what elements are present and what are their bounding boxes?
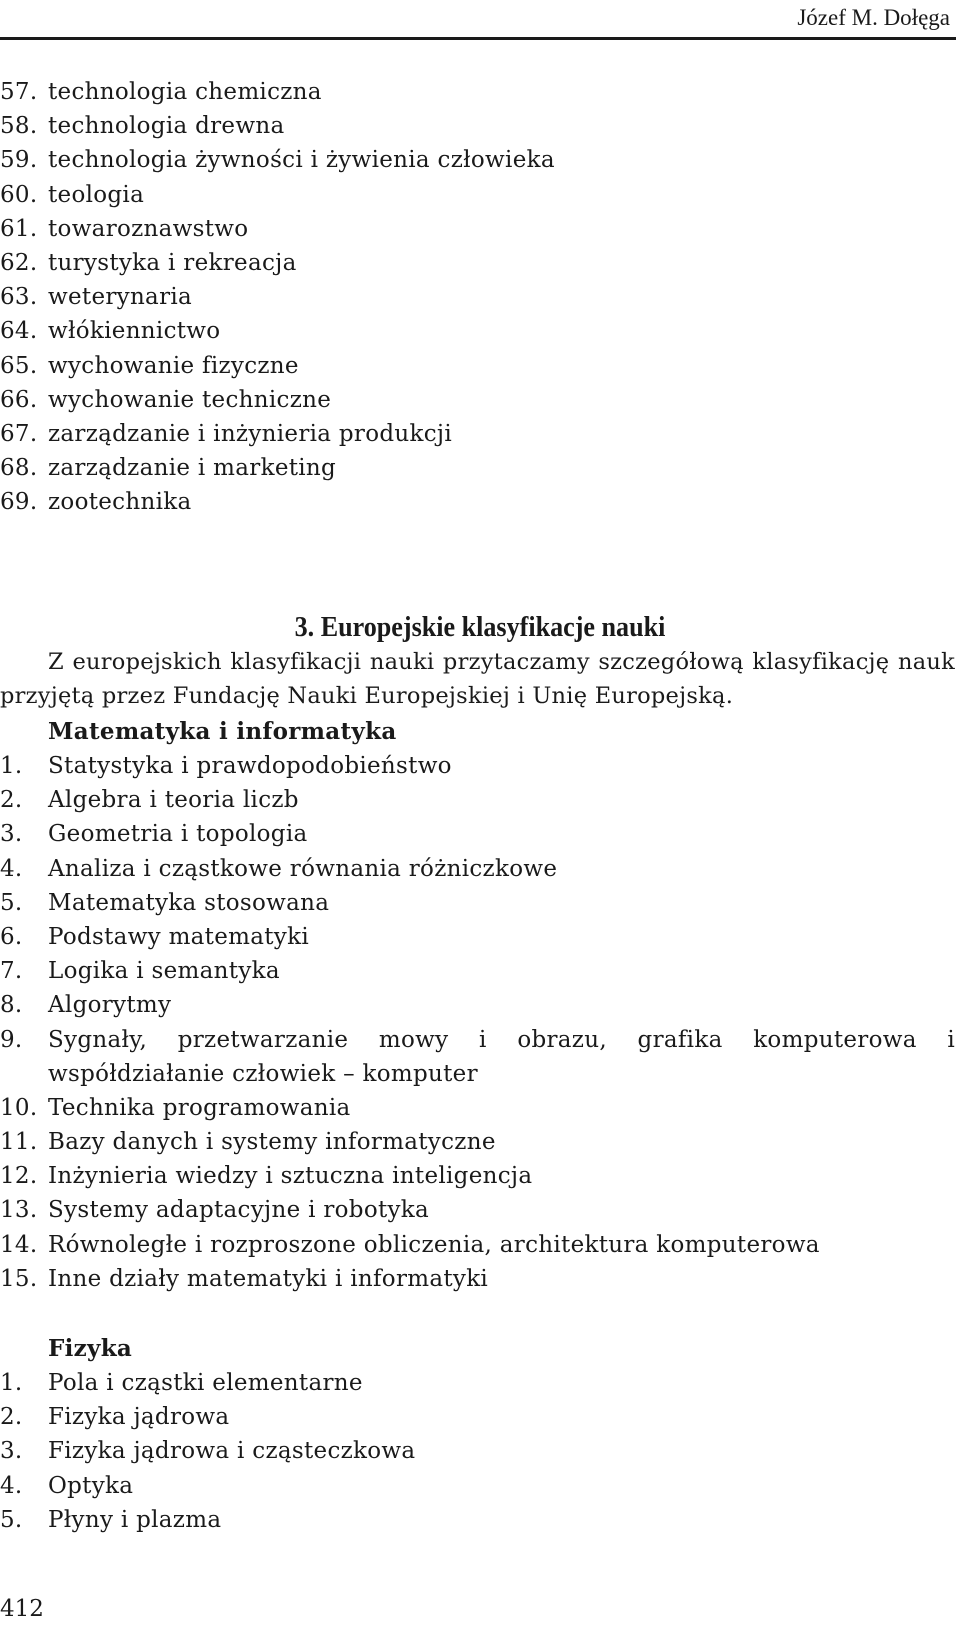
list-item	[0, 485, 555, 519]
list-item	[0, 1503, 415, 1537]
list-item	[0, 1366, 415, 1400]
list-item	[0, 852, 955, 886]
item-number: 4.	[0, 1472, 23, 1499]
item-number: 9.	[0, 1026, 23, 1053]
item-number: 69.	[0, 489, 38, 516]
item-number: 10.	[0, 1094, 38, 1121]
item-text: Matematyka stosowana	[48, 889, 330, 916]
item-text: Równoległe i rozproszone obliczenia, architektura komputerowa	[48, 1231, 820, 1258]
item-number: 1.	[0, 753, 23, 779]
item-number: 1.	[0, 1370, 23, 1396]
item-number: 66.	[0, 386, 38, 413]
item-number: 65.	[0, 352, 38, 379]
item-number: 64.	[0, 318, 38, 345]
item-number: 68.	[0, 455, 38, 482]
item-number: 57.	[0, 79, 38, 105]
list-item	[0, 417, 555, 451]
list-item	[0, 451, 555, 485]
item-text: Algorytmy	[48, 992, 172, 1019]
list-item	[0, 246, 555, 280]
list-item	[0, 1434, 415, 1468]
item-text: technologia drewna	[48, 113, 285, 140]
item-text: wychowanie fizyczne	[48, 352, 299, 379]
list-item	[0, 178, 555, 212]
item-text: Systemy adaptacyjne i robotyka	[48, 1197, 430, 1224]
item-text: teologia	[48, 181, 145, 208]
header-rule	[0, 37, 956, 40]
item-text: Fizyka jądrowa i cząsteczkowa	[48, 1438, 416, 1465]
item-number: 60.	[0, 181, 38, 208]
item-text: Podstawy matematyki	[48, 923, 309, 950]
item-text: wychowanie techniczne	[48, 386, 332, 413]
item-text: Bazy danych i systemy informatyczne	[48, 1129, 496, 1156]
list-item	[0, 1469, 415, 1503]
item-text: towaroznawstwo	[48, 215, 249, 242]
subsection-heading-physics: Fizyka	[48, 1335, 133, 1362]
item-text: Algebra i teoria liczb	[48, 787, 299, 814]
item-number: 15.	[0, 1265, 38, 1292]
item-number: 62.	[0, 249, 38, 276]
list-item	[0, 143, 555, 177]
item-number: 14.	[0, 1231, 38, 1258]
list-item	[0, 1262, 955, 1296]
list-item	[0, 109, 555, 143]
list-item	[0, 75, 555, 109]
item-number: 58.	[0, 113, 38, 140]
item-text: Optyka	[48, 1472, 134, 1499]
item-text: Logika i semantyka	[48, 958, 280, 985]
item-text: zarządzanie i inżynieria produkcji	[48, 420, 453, 447]
item-number: 63.	[0, 284, 38, 311]
item-number: 3.	[0, 821, 23, 848]
math-discipline-list	[0, 749, 955, 1296]
item-text: Geometria i topologia	[48, 821, 308, 848]
item-text: Statystyka i prawdopodobieństwo	[48, 753, 452, 779]
item-number: 11.	[0, 1129, 38, 1156]
item-number: 2.	[0, 1404, 23, 1431]
physics-discipline-list	[0, 1366, 415, 1537]
item-text: włókiennictwo	[48, 318, 221, 345]
item-number: 7.	[0, 958, 23, 985]
list-item	[0, 383, 555, 417]
list-item	[0, 280, 555, 314]
item-text: Technika programowania	[48, 1094, 351, 1121]
item-text: Pola i cząstki elementarne	[48, 1370, 363, 1396]
list-item	[0, 1193, 955, 1227]
item-text: technologia chemiczna	[48, 79, 322, 105]
item-text: Analiza i cząstkowe równania różniczkowe	[48, 855, 558, 882]
list-item	[0, 886, 955, 920]
item-number: 67.	[0, 420, 38, 447]
item-text: Sygnały, przetwarzanie mowy i obrazu, grafika komputerowa i współdziałanie człowiek – komputer	[48, 1026, 955, 1087]
list-item	[0, 817, 955, 851]
list-item	[0, 1091, 955, 1125]
list-item	[0, 1228, 955, 1262]
item-text: turystyka i rekreacja	[48, 249, 297, 276]
item-text: technologia żywności i żywienia człowieka	[48, 147, 555, 174]
item-number: 61.	[0, 215, 38, 242]
item-number: 6.	[0, 923, 23, 950]
item-text: Płyny i plazma	[48, 1506, 222, 1533]
list-item	[0, 212, 555, 246]
list-item	[0, 1023, 955, 1091]
item-number: 13.	[0, 1197, 38, 1224]
item-number: 8.	[0, 992, 23, 1019]
list-item	[0, 1159, 955, 1193]
item-number: 3.	[0, 1438, 23, 1465]
item-text: zarządzanie i marketing	[48, 455, 337, 482]
running-head-author: Józef M. Dołęga	[797, 5, 950, 30]
item-text: Inżynieria wiedzy i sztuczna inteligencja	[48, 1163, 533, 1190]
section-heading: 3. Europejskie klasyfikacje nauki	[294, 611, 666, 644]
item-text: zootechnika	[48, 489, 192, 516]
subsection-heading-math: Matematyka i informatyka	[48, 718, 397, 745]
list-item	[0, 1125, 955, 1159]
item-number: 5.	[0, 889, 23, 916]
list-item	[0, 783, 955, 817]
continued-discipline-list	[0, 75, 555, 519]
item-number: 59.	[0, 147, 38, 174]
item-text: weterynaria	[48, 284, 193, 311]
item-number: 5.	[0, 1506, 23, 1533]
list-item	[0, 749, 955, 783]
list-item	[0, 988, 955, 1022]
item-number: 4.	[0, 855, 23, 882]
item-text: Inne działy matematyki i informatyki	[48, 1265, 489, 1292]
list-item	[0, 314, 555, 348]
list-item	[0, 349, 555, 383]
page-number: 412	[0, 1596, 44, 1622]
item-text: Fizyka jądrowa	[48, 1404, 230, 1431]
section-intro-paragraph: Z europejskich klasyfikacji nauki przytaczamy szczegółową klasyfikację nauk przyjętą przez Fundację Nauki Europejskiej i Unię Europejską.	[0, 649, 955, 710]
list-item	[0, 954, 955, 988]
item-number: 2.	[0, 787, 23, 814]
list-item	[0, 1400, 415, 1434]
item-number: 12.	[0, 1163, 38, 1190]
list-item	[0, 920, 955, 954]
